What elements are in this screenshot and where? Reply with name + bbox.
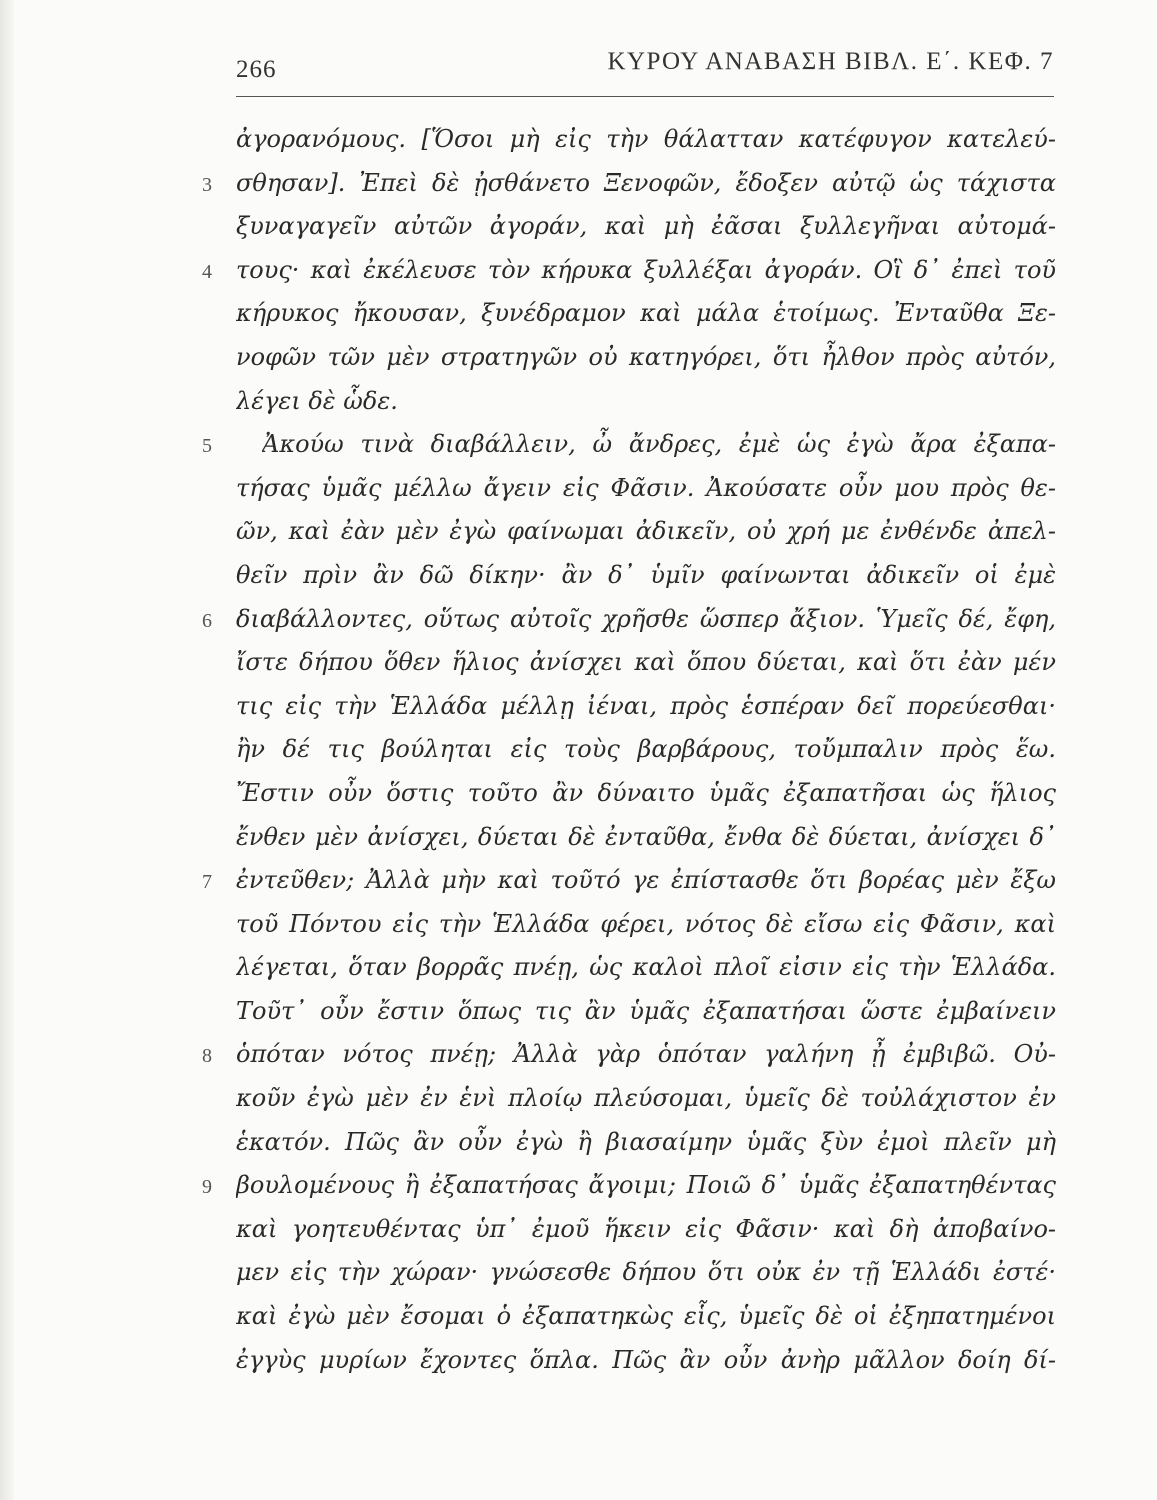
line-text: καὶ γοητευθέντας ὑπ᾽ ἐμοῦ ἥκειν εἰς Φᾶσιν· καὶ δὴ ἀποβαίνο-	[236, 1214, 1056, 1243]
line-text: ὁπόταν νότος πνέῃ; Ἀλλὰ γὰρ ὁπόταν γαλήνη ᾖ ἐμβιβῶ. Οὐ-	[236, 1040, 1056, 1069]
text-line	[0, 292, 1157, 336]
line-text: θεῖν πρὶν ἂν δῶ δίκην· ἂν δ᾽ ὑμῖν φαίνωνται ἀδικεῖν οἱ ἐμὲ	[236, 560, 1056, 589]
text-line	[0, 1339, 1157, 1383]
text-body	[0, 118, 1157, 1382]
line-text: βουλομένους ἢ ἐξαπατήσας ἄγοιμι; Ποιῶ δ᾽ ὑμᾶς ἐξαπατηθέντας	[236, 1171, 1056, 1200]
line-text: κήρυκος ἤκουσαν, ξυνέδραμον καὶ μάλα ἑτοίμως. Ἐνταῦθα Ξε-	[236, 299, 1056, 328]
text-line	[0, 946, 1157, 990]
section-number: 4	[202, 260, 212, 283]
page-header	[236, 44, 1054, 94]
text-line	[0, 380, 1157, 424]
line-text: Ἔστιν οὖν ὅστις τοῦτο ἂν δύναιτο ὑμᾶς ἐξαπατῆσαι ὡς ἥλιος	[236, 778, 1056, 807]
text-line	[0, 467, 1157, 511]
line-text: μεν εἰς τὴν χώραν· γνώσεσθε δήπου ὅτι οὐκ ἐν τῇ Ἑλλάδι ἐστέ·	[236, 1258, 1056, 1287]
text-line	[0, 162, 1157, 206]
text-line	[0, 249, 1157, 293]
line-text: νοφῶν τῶν μὲν στρατηγῶν οὐ κατηγόρει, ὅτι ἦλθον πρὸς αὐτόν,	[236, 342, 1056, 371]
text-line	[0, 510, 1157, 554]
text-line	[0, 685, 1157, 729]
line-text: ἑκατόν. Πῶς ἂν οὖν ἐγὼ ἢ βιασαίμην ὑμᾶς ξὺν ἐμοὶ πλεῖν μὴ	[236, 1127, 1056, 1156]
running-title: ΚΥΡΟΥ ΑΝΑΒΑΣΗ ΒΙΒΛ. Ε΄. ΚΕΦ. 7	[607, 48, 1054, 75]
section-number: 5	[202, 435, 212, 458]
section-number: 7	[202, 871, 212, 894]
text-line	[0, 1295, 1157, 1339]
text-line	[0, 903, 1157, 947]
line-text: ἴστε δήπου ὅθεν ἥλιος ἀνίσχει καὶ ὅπου δύεται, καὶ ὅτι ἐὰν μέν	[236, 648, 1056, 677]
section-number: 6	[202, 609, 212, 632]
text-line	[0, 641, 1157, 685]
text-line	[0, 1121, 1157, 1165]
line-text: ῶν, καὶ ἐὰν μὲν ἐγὼ φαίνωμαι ἀδικεῖν, οὐ χρή με ἐνθένδε ἀπελ-	[236, 517, 1056, 546]
line-text: ξυναγαγεῖν αὐτῶν ἀγοράν, καὶ μὴ ἐᾶσαι ξυλλεγῆναι αὐτομά-	[236, 212, 1056, 241]
line-text: τήσας ὑμᾶς μέλλω ἄγειν εἰς Φᾶσιν. Ἀκούσατε οὖν μου πρὸς θε-	[236, 473, 1056, 502]
line-text: Τοῦτ᾽ οὖν ἔστιν ὅπως τις ἂν ὑμᾶς ἐξαπατήσαι ὥστε ἐμβαίνειν	[236, 996, 1056, 1025]
line-text: σθησαν]. Ἐπεὶ δὲ ᾐσθάνετο Ξενοφῶν, ἔδοξεν αὐτῷ ὡς τάχιστα	[236, 168, 1056, 197]
line-text: τοῦ Πόντου εἰς τὴν Ἑλλάδα φέρει, νότος δὲ εἴσω εἰς Φᾶσιν, καὶ	[236, 909, 1056, 938]
page-number: 266	[236, 56, 277, 83]
text-line	[0, 205, 1157, 249]
header-rule	[236, 96, 1054, 97]
line-text: ἀγορανόμους. [Ὅσοι μὴ εἰς τὴν θάλατταν κατέφυγον κατελεύ-	[236, 125, 1056, 153]
line-text: διαβάλλοντες, οὕτως αὐτοῖς χρῆσθε ὥσπερ ἄξιον. Ὑμεῖς δέ, ἔφη,	[236, 604, 1056, 633]
line-text: καὶ ἐγὼ μὲν ἔσομαι ὁ ἐξαπατηκὼς εἷς, ὑμεῖς δὲ οἱ ἐξηπατημένοι	[236, 1302, 1056, 1331]
text-line	[0, 1251, 1157, 1295]
text-line	[0, 598, 1157, 642]
text-line	[0, 423, 1157, 467]
line-text: ἐντεῦθεν; Ἀλλὰ μὴν καὶ τοῦτό γε ἐπίστασθε ὅτι βορέας μὲν ἔξω	[236, 866, 1056, 895]
text-line	[0, 859, 1157, 903]
text-line	[0, 1077, 1157, 1121]
text-line	[0, 816, 1157, 860]
text-line	[0, 554, 1157, 598]
line-text: ἢν δέ τις βούληται εἰς τοὺς βαρβάρους, τοὔμπαλιν πρὸς ἕω.	[236, 735, 1056, 764]
line-text: τους· καὶ ἐκέλευσε τὸν κήρυκα ξυλλέξαι ἀγοράν. Οἳ δ᾽ ἐπεὶ τοῦ	[236, 255, 1056, 284]
section-number: 9	[202, 1176, 212, 1199]
line-text: τις εἰς τὴν Ἑλλάδα μέλλῃ ἰέναι, πρὸς ἑσπέραν δεῖ πορεύεσθαι·	[236, 691, 1056, 720]
text-line	[0, 990, 1157, 1034]
line-text: ἔνθεν μὲν ἀνίσχει, δύεται δὲ ἐνταῦθα, ἔνθα δὲ δύεται, ἀνίσχει δ᾽	[236, 822, 1056, 851]
line-text: ἐγγὺς μυρίων ἔχοντες ὅπλα. Πῶς ἂν οὖν ἀνὴρ μᾶλλον δοίη δί-	[236, 1345, 1056, 1374]
line-text: λέγει δὲ ὧδε.	[236, 386, 398, 415]
line-text: κοῦν ἐγὼ μὲν ἐν ἑνὶ πλοίῳ πλεύσομαι, ὑμεῖς δὲ τοὐλάχιστον ἐν	[236, 1084, 1056, 1113]
text-line	[0, 1208, 1157, 1252]
text-line	[0, 1033, 1157, 1077]
line-text: Ἀκούω τινὰ διαβάλλειν, ὦ ἄνδρες, ἐμὲ ὡς ἐγὼ ἄρα ἐξαπα-	[262, 430, 1056, 459]
section-number: 3	[202, 173, 212, 196]
text-line	[0, 772, 1157, 816]
section-number: 8	[202, 1045, 212, 1068]
text-line	[0, 118, 1157, 162]
line-text: λέγεται, ὅταν βορρᾶς πνέῃ, ὡς καλοὶ πλοῖ εἰσιν εἰς τὴν Ἑλλάδα.	[236, 953, 1056, 982]
text-line	[0, 1164, 1157, 1208]
text-line	[0, 728, 1157, 772]
text-line	[0, 336, 1157, 380]
